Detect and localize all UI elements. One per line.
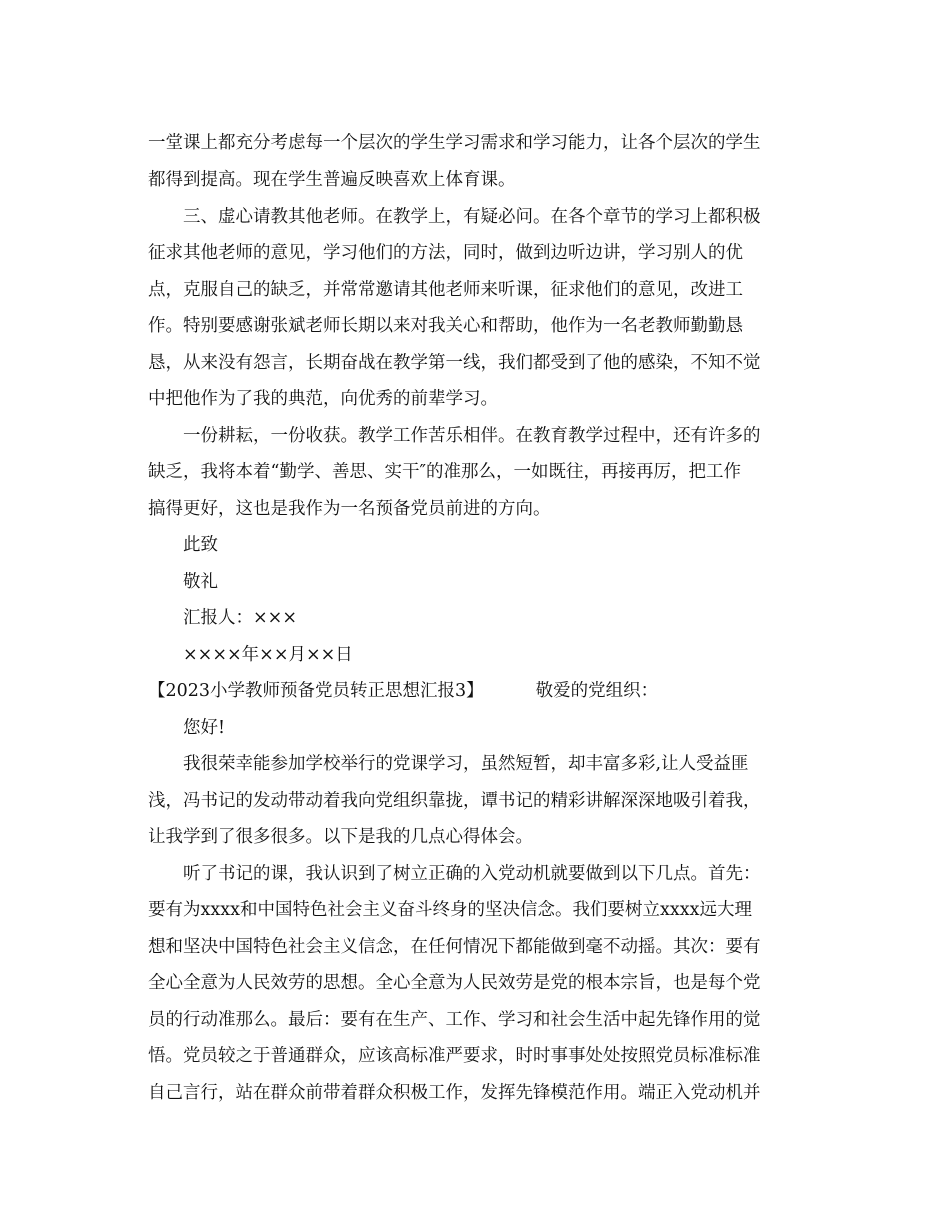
- text-line: 搞得更好，这也是我作为一名预备党员前进的方向。: [148, 499, 551, 519]
- date-line: ××××年××月××日: [183, 645, 353, 665]
- text-line: 都得到提高。现在学生普遍反映喜欢上体育课。: [148, 170, 516, 190]
- text-line: 点，克服自己的缺乏，并常常邀请其他老师来听课，征求他们的意见，改进工: [148, 280, 743, 300]
- text-line: 员的行动准那么。最后：要有在生产、工作、学习和社会生活中起先锋作用的觉: [148, 1010, 761, 1030]
- text-line: 一份耕耘，一份收获。教学工作苦乐相伴。在教育教学过程中，还有许多的: [183, 426, 761, 446]
- salutation: 敬爱的党组织：: [535, 681, 659, 701]
- text-line: 我很荣幸能参加学校举行的党课学习，虽然短暂，却丰富多彩,让人受益匪: [183, 754, 749, 774]
- text-line: 作。特别要感谢张斌老师长期以来对我关心和帮助，他作为一名老教师勤勤恳: [148, 316, 743, 336]
- text-line: 浅，冯书记的发动带动着我向党组织靠拢，谭书记的精彩讲解深深地吸引着我，: [148, 791, 761, 811]
- text-line: 自己言行，站在群众前带着群众积极工作，发挥先锋模范作用。端正入党动机并: [148, 1083, 761, 1103]
- closing-text: 此致: [183, 535, 218, 555]
- reporter-line: 汇报人：×××: [183, 608, 297, 628]
- greeting: 您好!: [183, 718, 226, 738]
- text-line: 想和坚决中国特色社会主义信念，在任何情况下都能做到毫不动摇。其次：要有: [148, 937, 761, 957]
- text-line: 听了书记的课，我认识到了树立正确的入党动机就要做到以下几点。首先：: [183, 864, 761, 884]
- text-line: 恳，从来没有怨言，长期奋战在教学第一线，我们都受到了他的感染，不知不觉: [148, 353, 761, 373]
- text-line: 中把他作为了我的典范，向优秀的前辈学习。: [148, 389, 498, 409]
- text-line: 全心全意为人民效劳的思想。全心全意为人民效劳是党的根本宗旨，也是每个党: [148, 973, 761, 993]
- text-line: 三、虚心请教其他老师。在教学上，有疑必问。在各个章节的学习上都积极: [183, 207, 761, 227]
- section-heading: [148, 679, 658, 703]
- text-line: 让我学到了很多很多。以下是我的几点心得体会。: [148, 827, 533, 847]
- text-line: 缺乏，我将本着“勤学、善思、实干″的准那么，一如既往，再接再厉，把工作: [148, 462, 741, 482]
- text-line: 悟。党员较之于普通群众，应该高标准严要求，时时事事处处按照党员标准标准: [148, 1046, 761, 1066]
- text-line: 一堂课上都充分考虑每一个层次的学生学习需求和学习能力，让各个层次的学生: [148, 133, 761, 153]
- section-title: 【2023小学教师预备党员转正思想汇报3】: [148, 681, 484, 701]
- text-line: 要有为xxxx和中国特色社会主义奋斗终身的坚决信念。我们要树立xxxx远大理: [148, 900, 752, 920]
- text-line: 征求其他老师的意见，学习他们的方法，同时，做到边听边讲，学习别人的优: [148, 243, 743, 263]
- closing-text: 敬礼: [183, 572, 218, 592]
